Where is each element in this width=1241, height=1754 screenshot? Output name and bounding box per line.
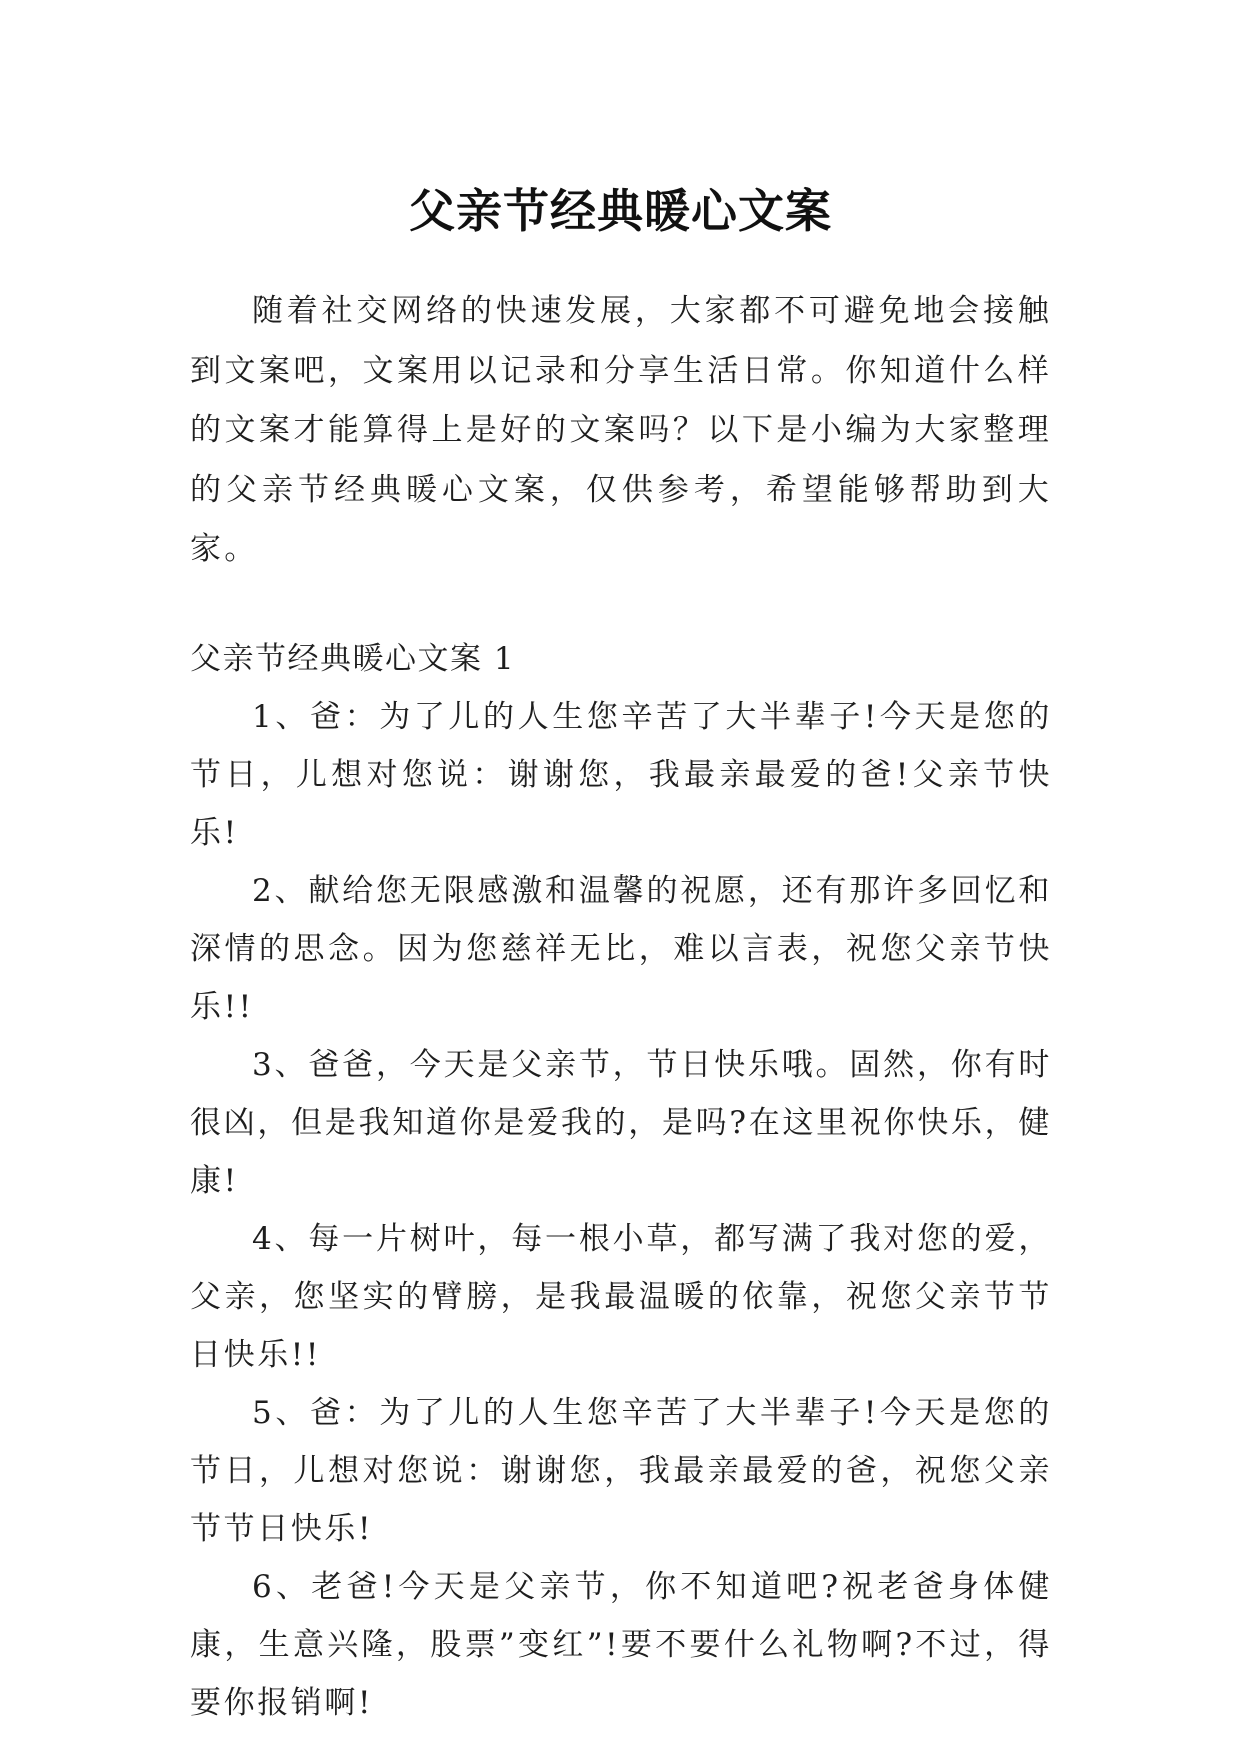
list-item: 6、老爸!今天是父亲节，你不知道吧?祝老爸身体健康，生意兴隆，股票”变红”!要不要什么礼物啊?不过，得要你报销啊! [190, 1568, 1052, 1721]
list-item: 2、献给您无限感激和温馨的祝愿，还有那许多回忆和深情的思念。因为您慈祥无比，难以言表，祝您父亲节快乐!! [190, 872, 1052, 1025]
list-item: 1、爸：为了儿的人生您辛苦了大半辈子!今天是您的节日，儿想对您说：谢谢您，我最亲最爱的爸!父亲节快乐! [190, 698, 1052, 851]
intro-paragraph: 随着社交网络的快速发展，大家都不可避免地会接触到文案吧，文案用以记录和分享生活日常。你知道什么样的文案才能算得上是好的文案吗？以下是小编为大家整理的父亲节经典暖心文案，仅供参考，希望能够帮助到大家。 [190, 293, 1052, 567]
section-heading: 父亲节经典暖心文案 1 [190, 640, 516, 677]
document-title: 父亲节经典暖心文案 [409, 183, 832, 238]
list-item: 3、爸爸，今天是父亲节，节日快乐哦。固然，你有时很凶，但是我知道你是爱我的，是吗?在这里祝你快乐，健康! [190, 1046, 1052, 1199]
document-body [190, 282, 1052, 1732]
list-item: 5、爸：为了儿的人生您辛苦了大半辈子!今天是您的节日，儿想对您说：谢谢您，我最亲最爱的爸，祝您父亲节节日快乐! [190, 1394, 1052, 1547]
list-item: 4、每一片树叶，每一根小草，都写满了我对您的爱，父亲，您坚实的臂膀，是我最温暖的依靠，祝您父亲节节日快乐!! [190, 1220, 1052, 1373]
